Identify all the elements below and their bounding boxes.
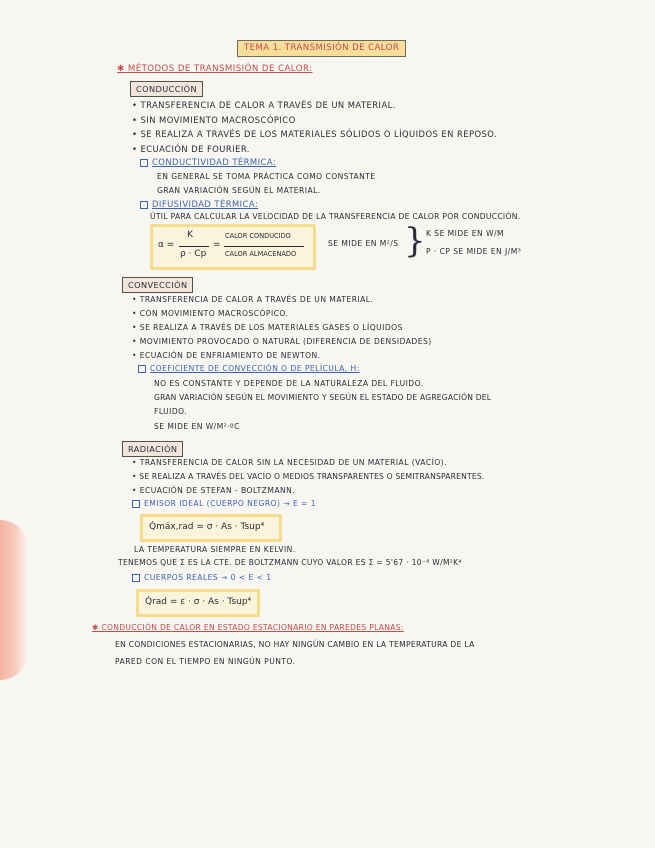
radiacion-bullet-2: • SE REALIZA A TRAVÉS DEL VACÍO O MEDIOS TRANSPARENTES O SEMITRANSPARENTES. [132,472,485,481]
conductividad-line-2: GRAN VARIACIÓN SEGÚN EL MATERIAL. [157,186,321,195]
diffusivity-formula-box [150,224,316,270]
cuerpos-reales-label: CUERPOS REALES → 0 < Ε < 1 [132,573,272,582]
conduccion-bullet-2: • SIN MOVIMIENTO MACROSCÓPICO [132,115,296,125]
fraction-line [224,246,304,247]
fraction-line [179,246,209,247]
emisor-ideal-label: EMISOR IDEAL (CUERPO NEGRO) → Ε = 1 [132,499,316,508]
conveccion-heading: CONVECCIÓN [122,277,193,293]
difusividad-line: ÚTIL PARA CALCULAR LA VELOCIDAD DE LA TRANSFERENCIA DE CALOR POR CONDUCCIÓN. [150,212,521,221]
conductividad-label: CONDUCTIVIDAD TÉRMICA: [140,157,276,167]
conductividad-line-1: EN GENERAL SE TOMA PRÁCTICA COMO CONSTANTE [157,172,376,181]
checkbox-icon [132,574,140,582]
conveccion-bullet-5: • ECUACIÓN DE ENFRIAMIENTO DE NEWTON. [132,351,321,360]
conduccion-bullet-3: • SE REALIZA A TRAVÉS DE LOS MATERIALES SÓLIDOS O LÍQUIDOS EN REPOSO. [132,129,498,139]
estacionario-heading: ✱ CONDUCCIÓN DE CALOR EN ESTADO ESTACIONARIO EN PAREDES PLANAS: [92,623,404,632]
methods-heading: ✱ MÉTODOS DE TRANSMISIÓN DE CALOR: [117,64,313,74]
coeficiente-line-2: GRAN VARIACIÓN SEGÚN EL MOVIMIENTO Y SEGÚN EL ESTADO DE AGREGACIÓN DEL [154,393,492,402]
coeficiente-line-1: NO ES CONSTANTE Y DEPENDE DE LA NATURALEZA DEL FLUIDO. [154,379,424,388]
checkbox-icon [140,201,148,209]
numerator-text: CALOR CONDUCIDO [225,232,291,240]
estacionario-line-2: PARED CON EL TIEMPO EN NINGÚN PUNTO. [115,657,296,666]
coeficiente-label: COEFICIENTE DE CONVECCIÓN O DE PELÍCULA, H: [138,364,360,373]
curly-brace: } [404,221,426,261]
checkbox-icon [138,365,146,373]
numerator-k: K [187,230,193,240]
coeficiente-line-3: FLUIDO. [154,407,188,416]
conduccion-bullet-1: • TRANSFERENCIA DE CALOR A TRAVÉS DE UN MATERIAL. [132,100,396,110]
conveccion-bullet-2: • CON MOVIMIENTO MACROSCÓPICO. [132,309,289,318]
page-title: TEMA 1. TRANSMISIÓN DE CALOR [237,40,406,57]
max-radiation-formula: Q̇máx,rad = σ · As · Tsup⁴ [149,522,265,532]
radiacion-bullet-1: • TRANSFERENCIA DE CALOR SIN LA NECESIDAD DE UN MATERIAL (VACÍO). [132,458,447,467]
conveccion-bullet-4: • MOVIMIENTO PROVOCADO O NATURAL (DIFERENCIA DE DENSIDADES) [132,337,432,346]
denominator-text: CALOR ALMACENADO [225,250,297,258]
radiacion-bullet-3: • ECUACIÓN DE STEFAN - BOLTZMANN. [132,486,296,495]
checkbox-icon [132,500,140,508]
max-radiation-formula-box [140,514,282,542]
radiacion-heading: RADIACIÓN [122,441,183,457]
denominator-rho-cp: ρ · Cp [180,249,207,259]
real-radiation-formula: Q̇rad = ε · σ · As · Tsup⁴ [145,597,252,607]
checkbox-icon [140,159,148,167]
coeficiente-line-4: SE MIDE EN W/M²·ºC [154,422,240,431]
alpha-symbol: α = [158,240,175,250]
conduccion-heading: CONDUCCIÓN [130,81,203,97]
equals-sign: = [213,240,221,250]
conveccion-bullet-3: • SE REALIZA A TRAVÉS DE LOS MATERIALES GASES O LÍQUIDOS [132,323,403,332]
boltzmann-note: TENEMOS QUE Σ ES LA CTE. DE BOLTZMANN CUYO VALOR ES Σ = 5'67 · 10⁻⁸ W/M²K⁴ [118,558,462,567]
real-radiation-formula-box [136,589,260,617]
rho-cp-unit-note: Ρ · CP SE MIDE EN J/M³ [426,247,522,256]
estacionario-line-1: EN CONDICIONES ESTACIONARIAS, NO HAY NINGÚN CAMBIO EN LA TEMPERATURA DE LA [115,640,475,649]
conveccion-bullet-1: • TRANSFERENCIA DE CALOR A TRAVÉS DE UN MATERIAL. [132,295,374,304]
k-unit-note: K SE MIDE EN W/M [426,229,504,238]
diffusivity-unit-note: SE MIDE EN M²/S [328,239,399,248]
kelvin-note: LA TEMPERATURA SIEMPRE EN KELVIN. [134,545,296,554]
conduccion-bullet-4: • ECUACIÓN DE FOURIER. [132,144,250,154]
page-edge-shadow [0,520,28,680]
difusividad-label: DIFUSIVIDAD TÉRMICA: [140,199,258,209]
